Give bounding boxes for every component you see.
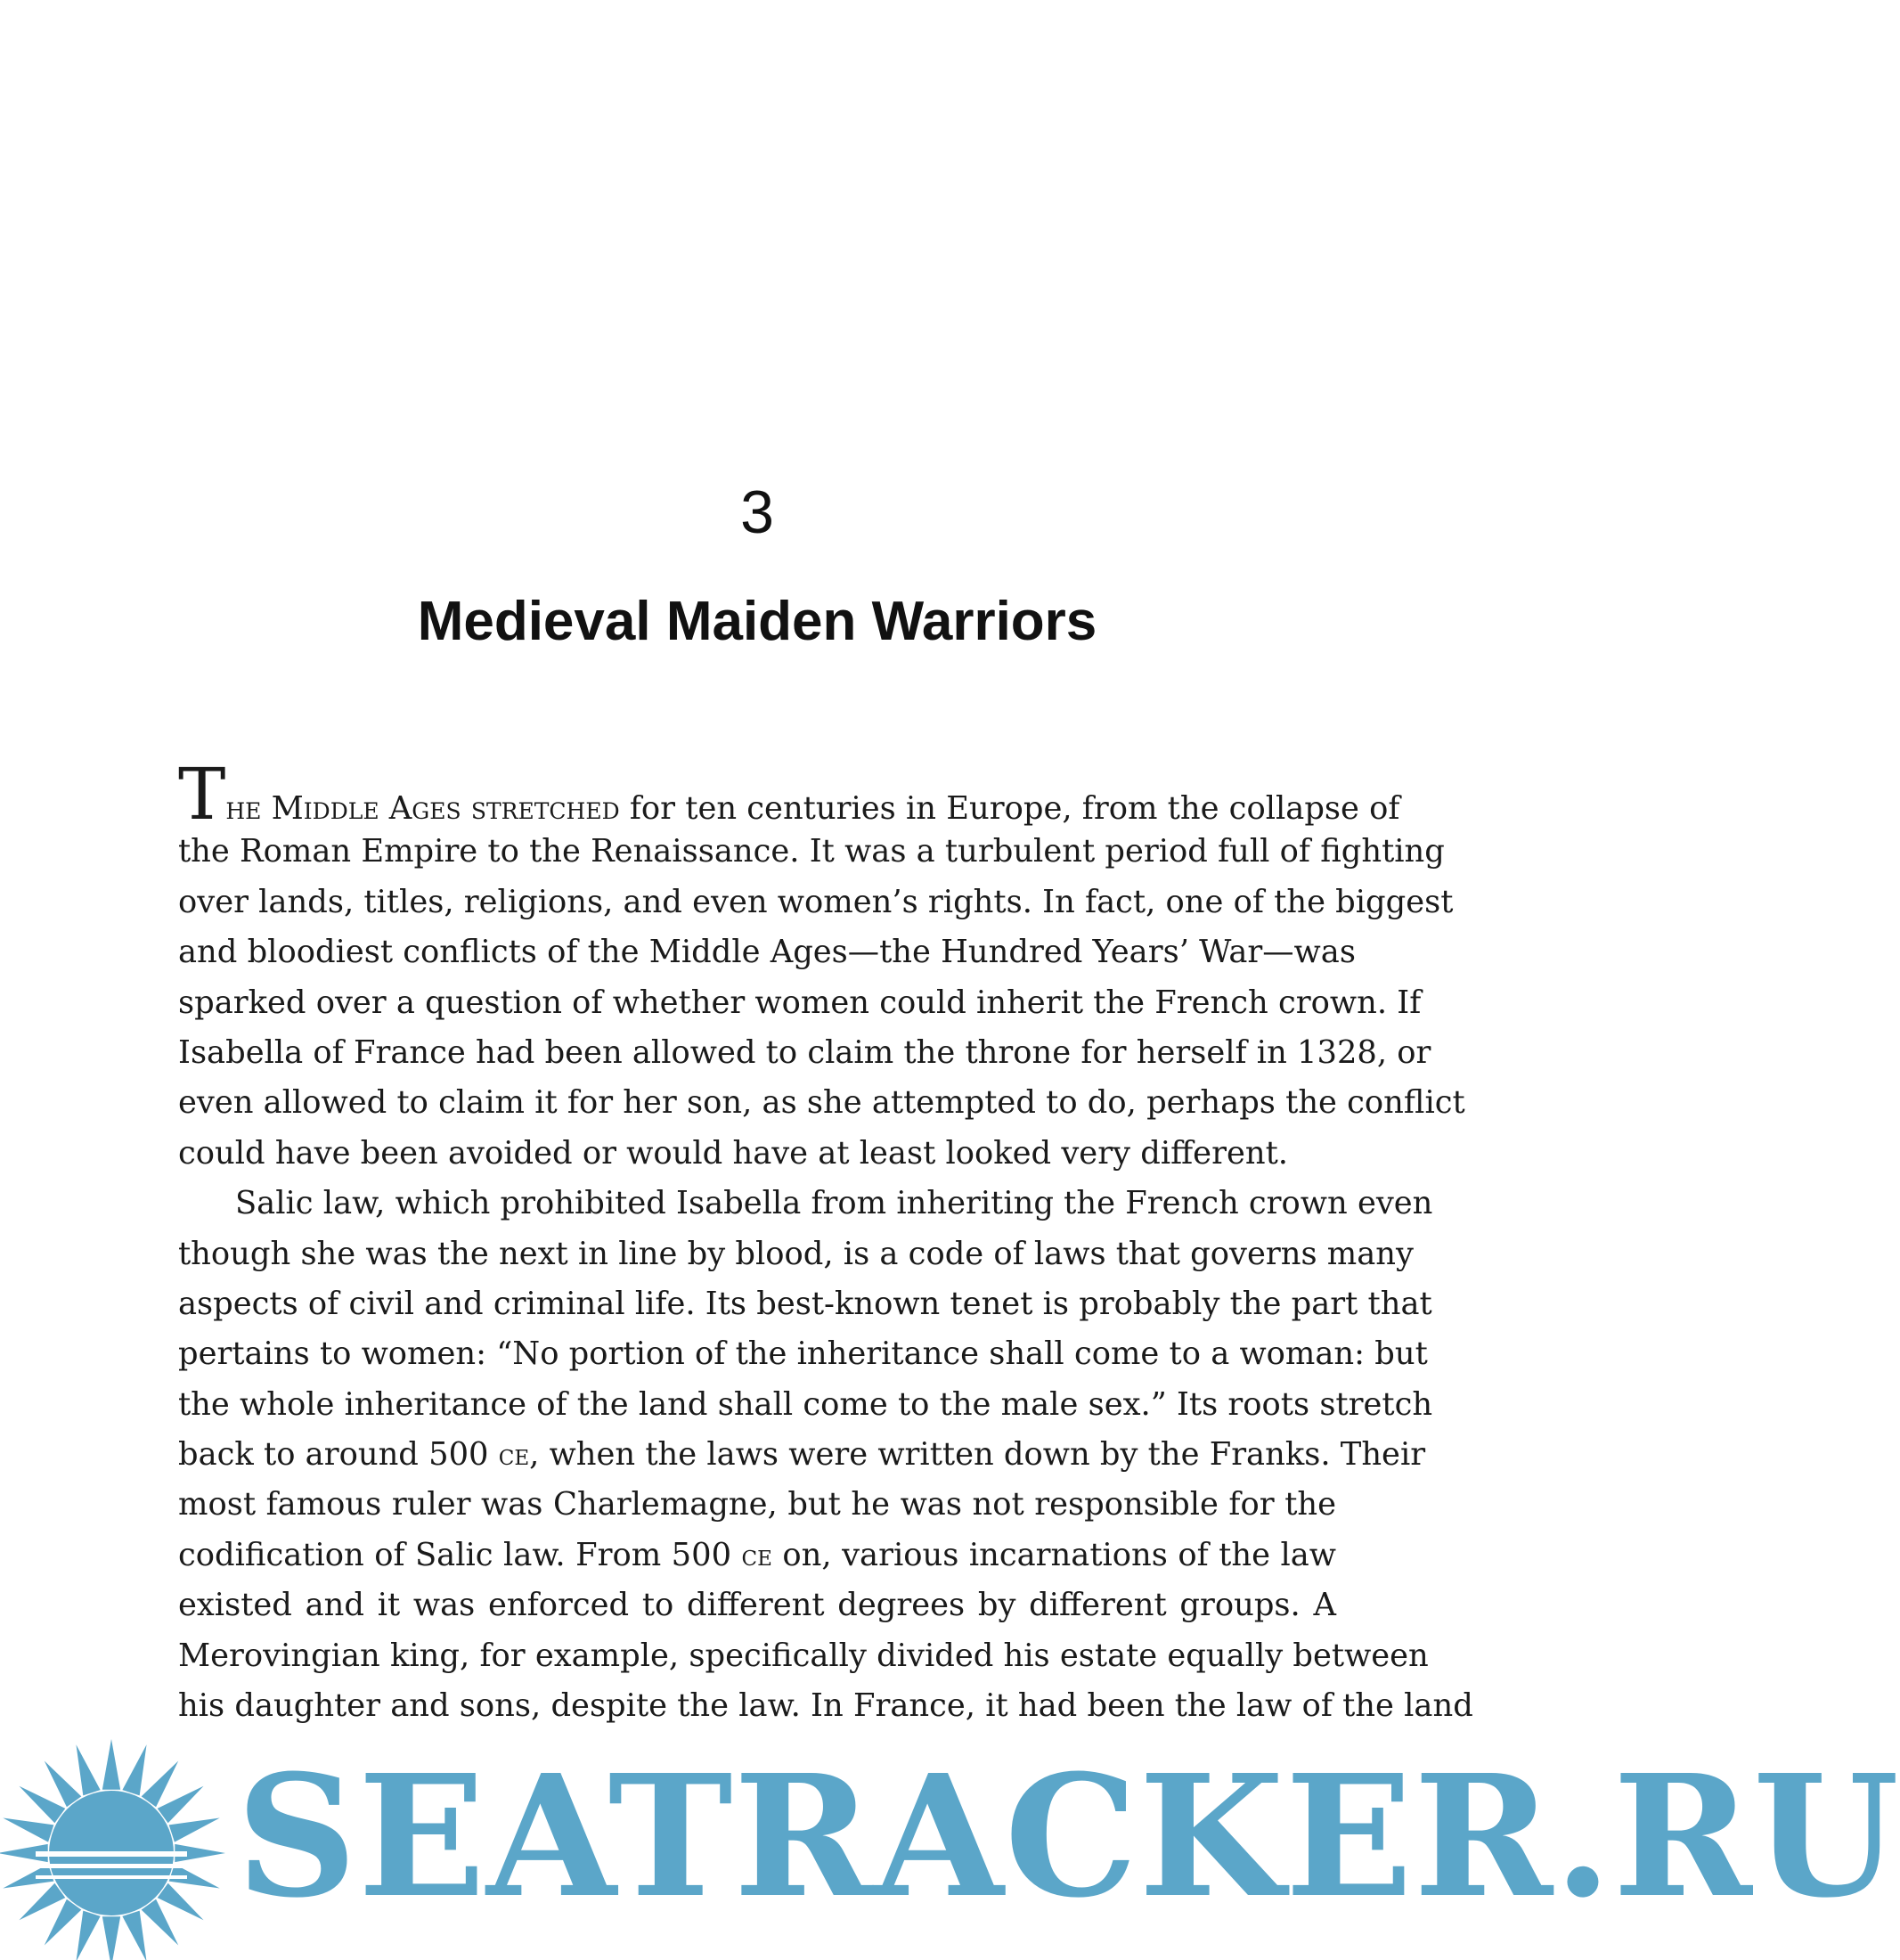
sun-ray: [102, 1739, 120, 1790]
sun-ray: [122, 1744, 146, 1795]
watermark-text: SEATRACKER.RU: [236, 1738, 1900, 1935]
paragraph-1-line: even allowed to claim it for her son, as she attempted to do, perhaps the conflict: [178, 1084, 1465, 1122]
sun-ray: [45, 1899, 82, 1946]
sun-ray: [19, 1883, 65, 1921]
paragraph-1-line: and bloodiest conflicts of the Middle Ages—the Hundred Years’ War—was: [178, 934, 1356, 971]
drop-cap: T: [178, 753, 226, 836]
sun-ray: [158, 1883, 204, 1921]
watermark: [0, 1737, 1900, 1960]
paragraph-1-line: could have been avoided or would have at least looked very different.: [178, 1134, 1288, 1172]
body-text: [178, 753, 1473, 1731]
paragraph-2-line: existed and it was enforced to different degrees by different groups. A: [178, 1587, 1336, 1624]
sun-ray: [158, 1786, 204, 1824]
sun-ray: [76, 1744, 100, 1795]
paragraph-1-line: sparked over a question of whether women could inherit the French crown. If: [178, 984, 1422, 1021]
sun-ray: [169, 1817, 220, 1842]
sun-ray: [3, 1817, 53, 1842]
paragraph-2-line: his daughter and sons, despite the law. In France, it had been the law of the land: [178, 1687, 1473, 1725]
paragraph-2-line: the whole inheritance of the land shall come to the male sex.” Its roots stretch: [178, 1385, 1433, 1423]
paragraph-2-line: pertains to women: “No portion of the inheritance shall come to a woman: but: [178, 1335, 1428, 1373]
sun-ray: [142, 1760, 179, 1807]
paragraph-1-line: over lands, titles, religions, and even women’s rights. In fact, one of the biggest: [178, 883, 1454, 920]
small-caps-intro: he Middle Ages stretched: [225, 790, 620, 827]
paragraph-2-line: back to around 500 ce, when the laws were written down by the Franks. Their: [178, 1436, 1426, 1474]
chapter-number: 3: [740, 478, 774, 546]
paragraph-1-line: the Roman Empire to the Renaissance. It was a turbulent period full of fighting: [178, 833, 1445, 870]
paragraph-1-line-1: The Middle Ages stretched for ten centuries in Europe, from the collapse of: [178, 753, 1400, 836]
paragraph-1-line: Isabella of France had been allowed to claim the throne for herself in 1328, or: [178, 1033, 1431, 1071]
paragraph-2-line: codification of Salic law. From 500 ce on, various incarnations of the law: [178, 1536, 1337, 1573]
era-abbreviation: ce: [498, 1438, 530, 1473]
sun-ray: [45, 1760, 82, 1807]
sun-ray: [122, 1911, 146, 1960]
paragraph-2-line: most famous ruler was Charlemagne, but he was not responsible for the: [178, 1486, 1336, 1523]
chapter-title: Medieval Maiden Warriors: [417, 591, 1097, 652]
sun-icon: [0, 1737, 232, 1960]
paragraph-2-line: Salic law, which prohibited Isabella from inheriting the French crown even: [235, 1185, 1433, 1222]
sun-ray: [76, 1911, 100, 1960]
paragraph-2-line: though she was the next in line by blood, is a code of laws that governs many: [178, 1235, 1414, 1272]
sun-ray: [19, 1786, 65, 1824]
sun-ray: [102, 1916, 120, 1960]
era-abbreviation: ce: [741, 1538, 772, 1572]
paragraph-2-line: aspects of civil and criminal life. Its best-known tenet is probably the part that: [178, 1285, 1432, 1322]
paragraph-2-line: Merovingian king, for example, specifically divided his estate equally between: [178, 1637, 1429, 1674]
sun-ray: [142, 1899, 179, 1946]
